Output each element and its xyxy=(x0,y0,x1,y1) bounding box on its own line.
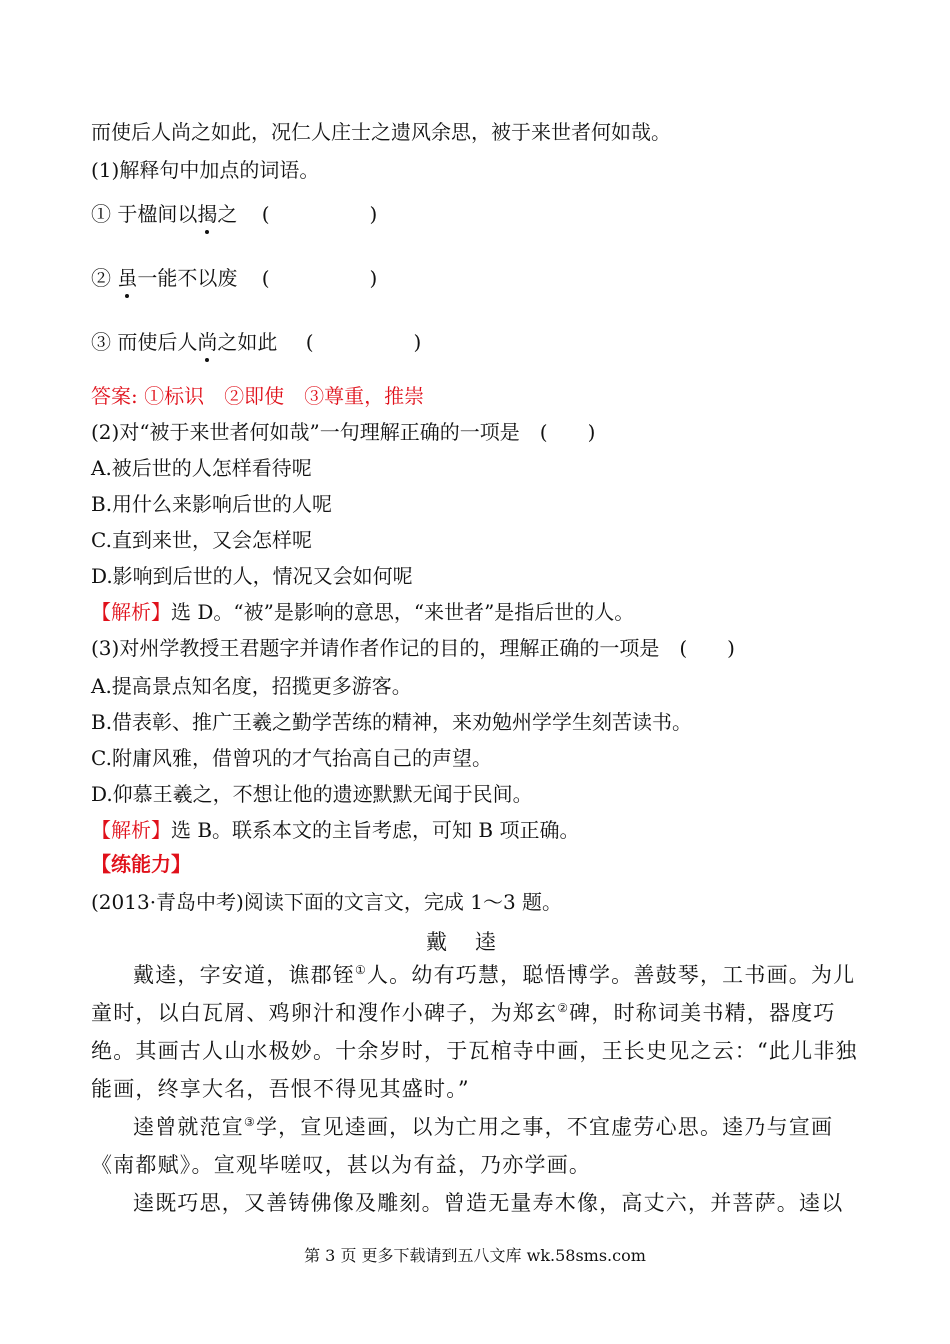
q3-analysis: 【解析】选 B。联系本文的主旨考虑，可知 B 项正确。 xyxy=(91,818,580,842)
q2-prompt: (2)对“被于来世者何如哉”一句理解正确的一项是 ( ) xyxy=(91,420,596,444)
passage-paragraph-3: 逵既巧思，又善铸佛像及雕刻。曾造无量寿木像，高丈六，并菩萨。逵以 xyxy=(133,1191,844,1215)
q1-prompt: (1)解释句中加点的词语。 xyxy=(91,158,320,182)
footnote-marker: ③ xyxy=(244,1115,256,1129)
passage-paragraph-1: 戴逵，字安道，谯郡铚①人。幼有巧慧，聪悟博学。善鼓琴，工书画。为儿童时，以白瓦屑、鸡卵汁和溲作小碑子，为郑玄②碑，时称词美书精，器度巧绝。其画古人山水极妙。十余岁时，于瓦棺寺中画，王长史见之云：“此儿非独能画，终享大名，吾恨不得见其盛时。” xyxy=(91,963,858,1101)
q1-item-1: ① 于楹间以揭之 ( ) xyxy=(91,202,378,226)
dotted-char: 揭 xyxy=(197,202,218,226)
q1-item-2: ② 虽一能不以废 ( ) xyxy=(91,266,378,290)
q3-prompt: (3)对州学教授王君题字并请作者作记的目的，理解正确的一项是 ( ) xyxy=(91,636,735,660)
q2-option: A.被后世的人怎样看待呢 xyxy=(91,456,312,480)
q2-option: C.直到来世，又会怎样呢 xyxy=(91,528,312,552)
dotted-char: 虽 xyxy=(117,266,138,290)
analysis-label: 【解析】 xyxy=(91,600,171,624)
passage-title: 戴逵 xyxy=(426,930,524,954)
analysis-label: 【解析】 xyxy=(91,818,171,842)
intro-line: 而使后人尚之如此，况仁人庄士之遗风余思，被于来世者何如哉。 xyxy=(91,120,671,144)
source-line: (2013·青岛中考)阅读下面的文言文，完成 1～3 题。 xyxy=(91,890,563,914)
q3-option: D.仰慕王羲之，不想让他的遗迹默默无闻于民间。 xyxy=(91,782,533,806)
passage-paragraph-2: 逵曾就范宣③学，宣见逵画，以为亡用之事，不宜虚劳心思。逵乃与宣画《南都赋》。宣观毕嗟叹，甚以为有益，乃亦学画。 xyxy=(91,1115,834,1177)
footnote-marker: ② xyxy=(557,1001,570,1015)
q2-option: D.影响到后世的人，情况又会如何呢 xyxy=(91,564,413,588)
section-heading: 【练能力】 xyxy=(91,852,191,876)
q2-option: B.用什么来影响后世的人呢 xyxy=(91,492,333,516)
q3-option: B.借表彰、推广王羲之勤学苦练的精神，来劝勉州学学生刻苦读书。 xyxy=(91,710,693,734)
page-footer: 第 3 页 更多下载请到五八文库 wk.58sms.com xyxy=(304,1246,646,1265)
dotted-char: 尚 xyxy=(197,330,218,354)
q3-option: A.提高景点知名度，招揽更多游客。 xyxy=(91,674,412,698)
footnote-marker: ① xyxy=(355,963,367,977)
q1-item-3: ③ 而使后人尚之如此 ( ) xyxy=(91,330,422,354)
q2-analysis: 【解析】选 D。“被”是影响的意思，“来世者”是指后世的人。 xyxy=(91,600,635,624)
q3-option: C.附庸风雅，借曾巩的才气抬高自己的声望。 xyxy=(91,746,492,770)
q1-answer: 答案: ①标识 ②即使 ③尊重，推崇 xyxy=(91,384,425,408)
